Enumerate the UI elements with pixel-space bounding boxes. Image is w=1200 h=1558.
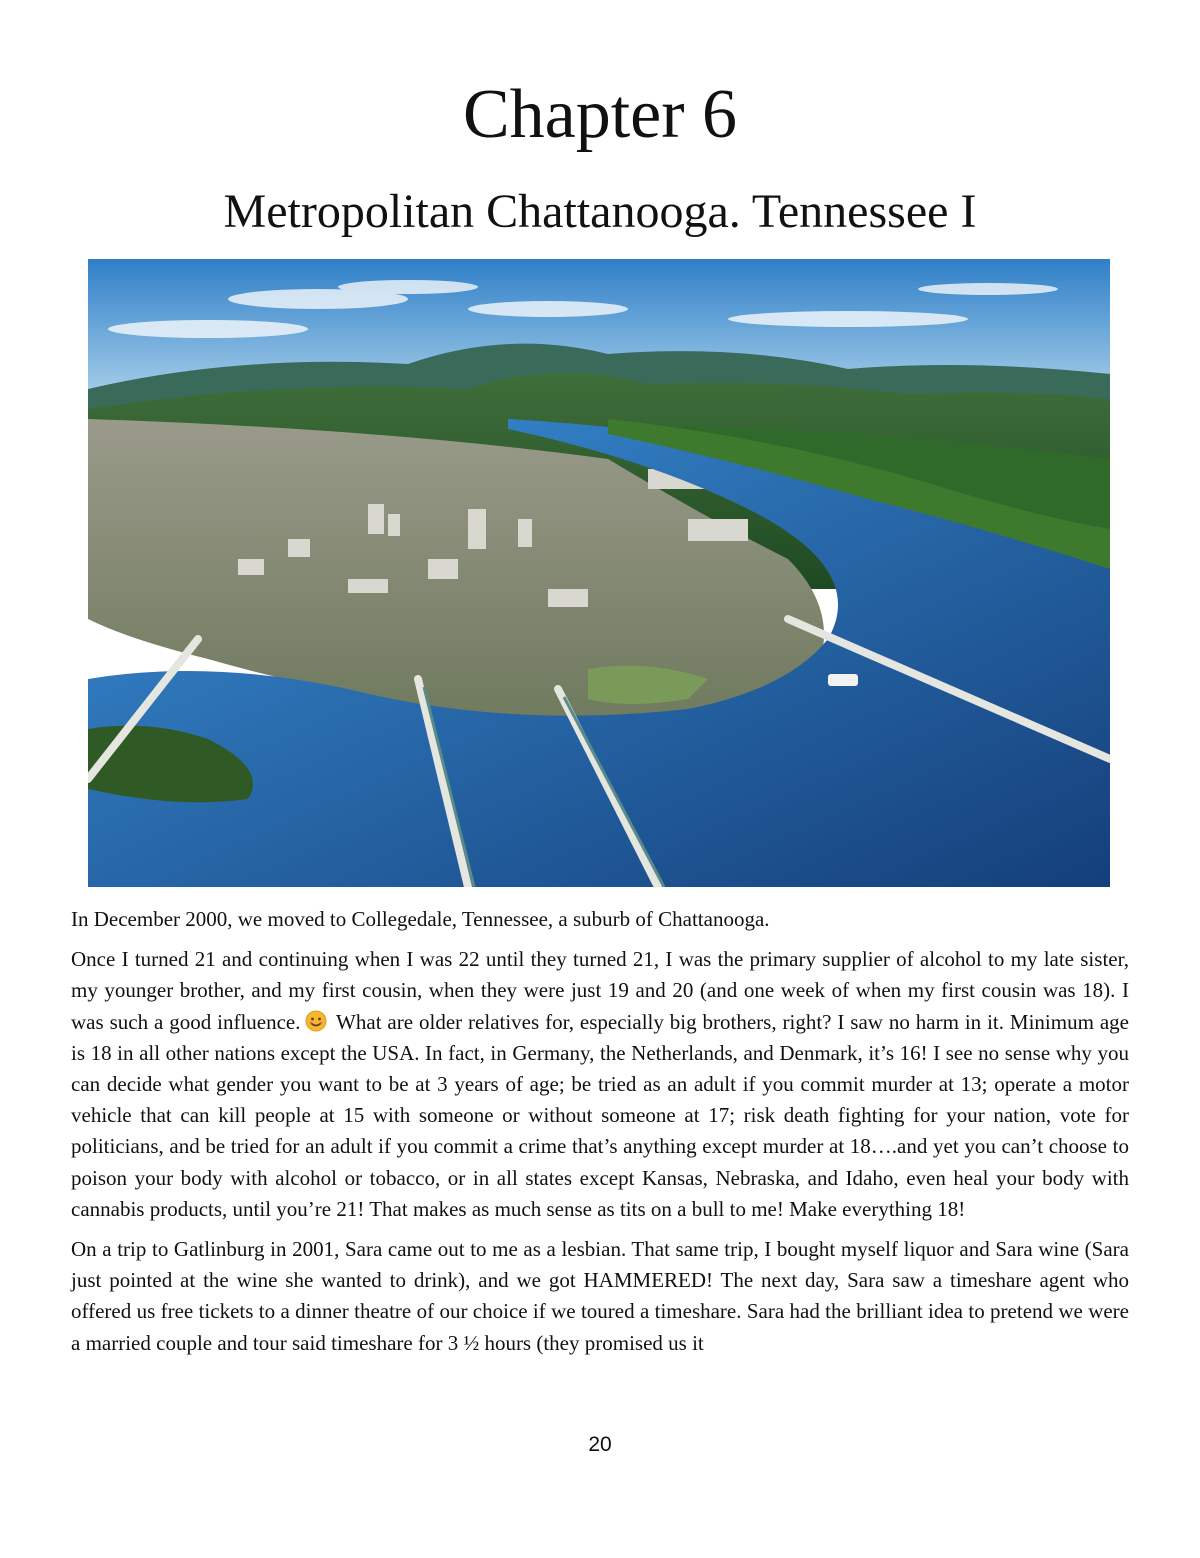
body-text	[71, 904, 1129, 1368]
paragraph-1: In December 2000, we moved to Collegedale, Tennessee, a suburb of Chattanooga.	[71, 907, 770, 931]
paragraph-3: On a trip to Gatlinburg in 2001, Sara came out to me as a lesbian. That same trip, I bought myself liquor and Sara wine (Sara just pointed at the wine she wanted to drink), and we got HAMMERED! The next day, Sara saw a timeshare agent who offered us free tickets to a dinner theatre of our choice if we toured a timeshare. Sara had the brilliant idea to pretend we were a married couple and tour said timeshare for 3 ½ hours (they promised us it	[71, 1237, 1129, 1355]
page-number: 20	[588, 1433, 612, 1456]
chapter-title: Chapter 6	[462, 76, 738, 153]
chapter-subtitle: Metropolitan Chattanooga. Tennessee I	[223, 185, 977, 238]
paragraph-2-part-b: What are older relatives for, especially big brothers, right? I saw no harm in it. Minimum age is 18 in all other nations except the USA. In fact, in Germany, the Netherlands, and Denmark, it’s 16! I see no sense why you can decide what gender you want to be at 3 years of age; be tried as an adult if you commit murder at 13; operate a motor vehicle that can kill people at 15 with someone or without someone at 17; risk death fighting for your nation, vote for politicians, and be tried for an adult if you commit a crime that’s anything except murder at 18….and yet you can’t choose to poison your body with alcohol or tobacco, or in all states except Kansas, Nebraska, and Idaho, even heal your body with cannabis products, until you’re 21! That makes as much sense as tits on a bull to me! Make everything 18!	[71, 1009, 1129, 1221]
smiling-face-icon	[305, 1010, 327, 1032]
riverboat	[828, 674, 858, 686]
aerial-city-river-photo	[88, 259, 1110, 887]
paragraph-2-part-a: Once I turned 21 and continuing when I was 22 until they turned 21, I was the primary supplier of alcohol to my late sister, my younger brother, and my first cousin, when they were just 19 and 20 (and one week of when my first cousin was 18). I was such a good influence.	[71, 947, 1129, 1034]
chattanooga-aerial-photo	[88, 259, 1110, 887]
paragraph-2	[71, 944, 1129, 1225]
